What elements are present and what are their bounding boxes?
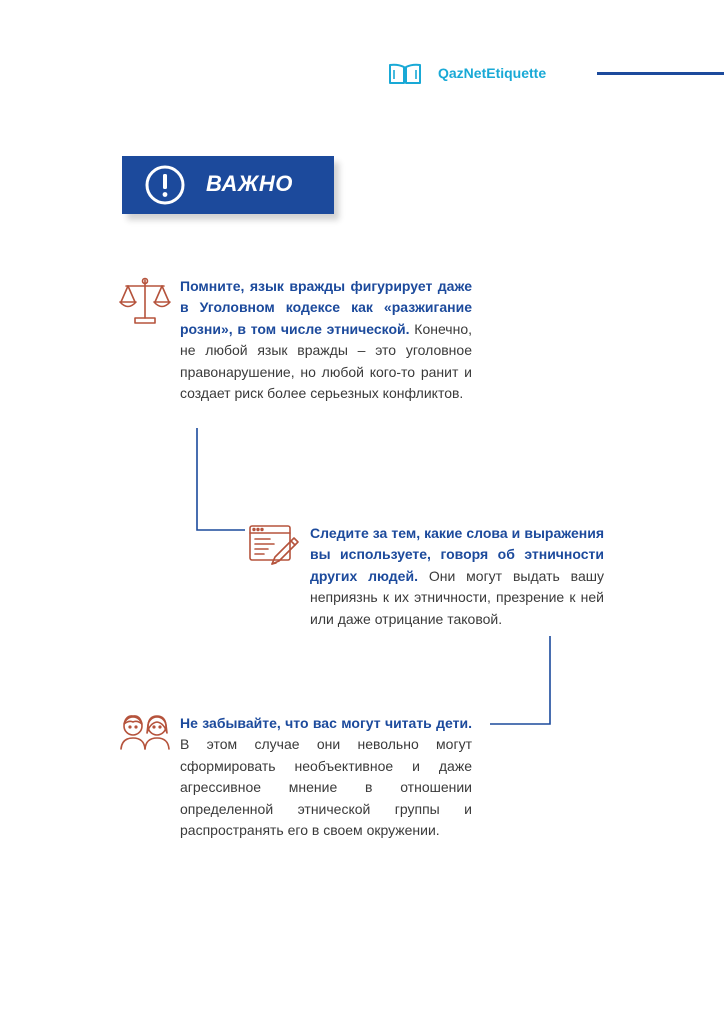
- browser-pencil-icon: [248, 524, 300, 570]
- tip-1-lead: Помните, язык вражды фигурирует даже в Уголовном кодексе как «разжигание розни», в том числе этнической.: [180, 278, 472, 337]
- tip-2-lead: Следите за тем, какие слова и выражения вы используете, говоря об этничности других людей.: [310, 525, 604, 584]
- brand-name: QazNetEtiquette: [438, 65, 547, 81]
- exclamation-circle-icon: [144, 164, 186, 206]
- tip-1-body: Конечно, не любой язык вражды – это уголовное правонарушение, но любой кого-то ранит и создает риск более серьезных конфликтов.: [180, 320, 473, 402]
- tip-2: [310, 523, 604, 630]
- children-icon: [118, 711, 172, 751]
- important-banner: [122, 156, 334, 214]
- tip-3-lead: Не забывайте, что вас могут читать дети.: [180, 715, 472, 731]
- open-book-icon: [388, 62, 422, 86]
- banner-label: ВАЖНО: [206, 171, 293, 196]
- tip-1: [180, 276, 472, 404]
- connector-2: [490, 636, 560, 728]
- header-rule: [597, 72, 724, 75]
- tip-3-body: В этом случае они невольно могут сформировать необъективное и даже агрессивное мнение в отношении определенной этнической группы и распространять его в своем окружении.: [180, 736, 472, 839]
- tip-3: [180, 713, 472, 841]
- connector-1: [190, 428, 250, 534]
- tip-2-body: Они могут выдать вашу неприязнь к их этничности, презрение к ней или даже отрицание таковой.: [310, 567, 604, 627]
- scales-icon: [118, 276, 172, 326]
